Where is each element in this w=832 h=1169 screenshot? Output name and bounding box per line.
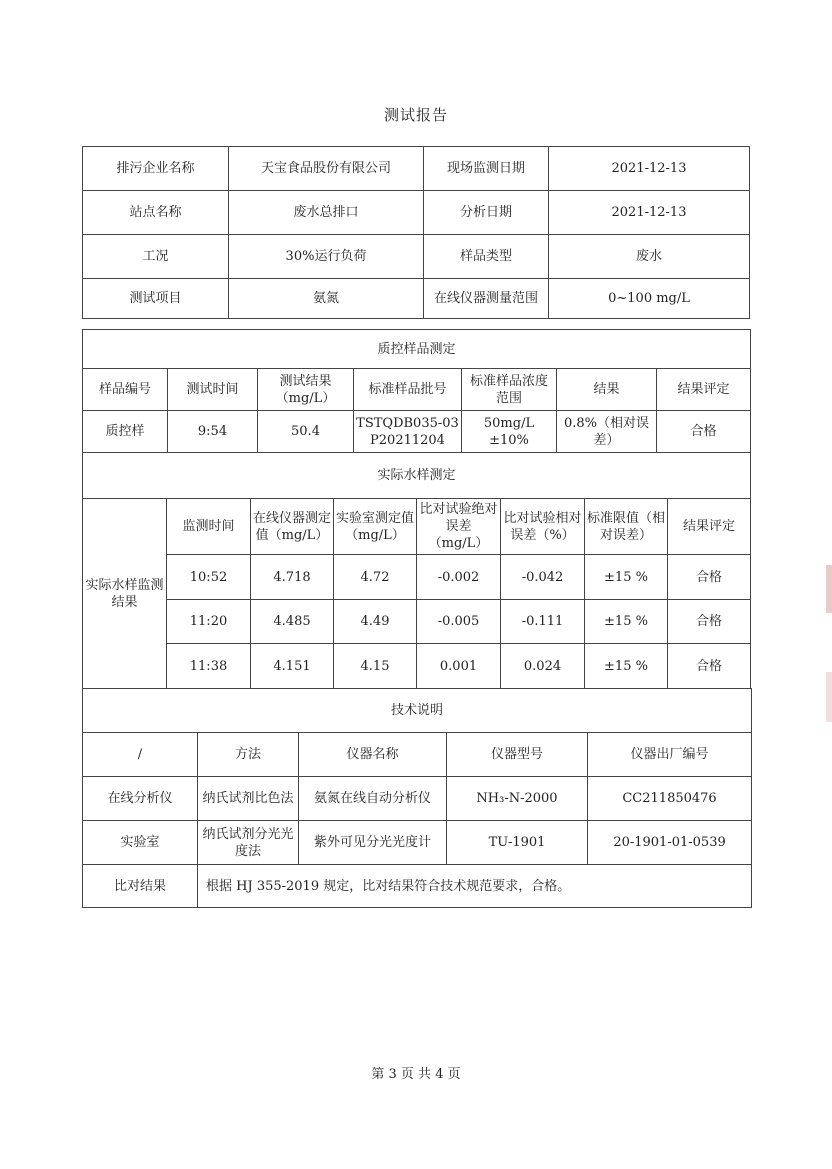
result-evaluation: 合格	[668, 644, 751, 689]
instrument-serial: 20-1901-01-0539	[588, 821, 752, 865]
info-value: 30%运行负荷	[229, 235, 424, 279]
seal-edge-mark	[826, 565, 832, 613]
info-label: 排污企业名称	[83, 147, 229, 191]
column-header: 标准限值（相对误差）	[585, 499, 668, 555]
lab-value: 4.15	[334, 644, 417, 689]
qc-data-row	[83, 411, 751, 453]
standard-limit: ±15 %	[585, 644, 668, 689]
info-label: 样品类型	[424, 235, 549, 279]
qc-evaluation: 合格	[657, 411, 751, 453]
info-label: 站点名称	[83, 191, 229, 235]
table-row	[83, 644, 751, 689]
column-header: 标准样品浓度范围	[462, 369, 557, 411]
lab-value: 4.72	[334, 555, 417, 600]
result-evaluation: 合格	[668, 555, 751, 600]
result-evaluation: 合格	[668, 600, 751, 644]
info-value: 2021-12-13	[549, 191, 750, 235]
qc-table	[82, 329, 751, 453]
instrument-category: 在线分析仪	[83, 777, 198, 821]
instrument-model: NH₃-N-2000	[447, 777, 588, 821]
column-header: 仪器出厂编号	[588, 733, 752, 777]
table-row	[83, 555, 751, 600]
info-row	[83, 279, 750, 319]
qc-sample-id: 质控样	[83, 411, 168, 453]
column-header: 监测时间	[167, 499, 251, 555]
conclusion-label: 比对结果	[83, 865, 198, 908]
instrument-category: 实验室	[83, 821, 198, 865]
tech-table	[82, 688, 752, 908]
online-value: 4.485	[251, 600, 334, 644]
qc-range: 50mg/L ±10%	[462, 411, 557, 453]
info-label: 工况	[83, 235, 229, 279]
info-label: 分析日期	[424, 191, 549, 235]
actual-section-title: 实际水样测定	[83, 453, 751, 499]
standard-limit: ±15 %	[585, 600, 668, 644]
monitor-time: 11:38	[167, 644, 251, 689]
info-value: 0~100 mg/L	[549, 279, 750, 319]
column-header: 在线仪器测定值（mg/L）	[251, 499, 334, 555]
column-header: 仪器名称	[299, 733, 447, 777]
info-value: 氨氮	[229, 279, 424, 319]
table-row	[83, 777, 752, 821]
absolute-error: -0.002	[417, 555, 501, 600]
actual-header-row	[83, 499, 751, 555]
info-row	[83, 191, 750, 235]
conclusion-text: 根据 HJ 355-2019 规定，比对结果符合技术规范要求，合格。	[198, 865, 752, 908]
monitor-time: 11:20	[167, 600, 251, 644]
method: 纳氏试剂比色法	[198, 777, 299, 821]
online-value: 4.151	[251, 644, 334, 689]
qc-outcome: 0.8%（相对误差）	[557, 411, 657, 453]
column-header: 结果评定	[657, 369, 751, 411]
conclusion-row	[83, 865, 752, 908]
method: 纳氏试剂分光光度法	[198, 821, 299, 865]
relative-error: -0.111	[501, 600, 585, 644]
monitor-time: 10:52	[167, 555, 251, 600]
info-value: 废水	[549, 235, 750, 279]
seal-edge-mark	[826, 672, 832, 722]
absolute-error: -0.005	[417, 600, 501, 644]
qc-time: 9:54	[168, 411, 258, 453]
actual-sample-table	[82, 452, 751, 689]
column-header: 方法	[198, 733, 299, 777]
info-label: 在线仪器测量范围	[424, 279, 549, 319]
relative-error: -0.042	[501, 555, 585, 600]
info-table	[82, 146, 750, 319]
instrument-serial: CC211850476	[588, 777, 752, 821]
instrument-name: 氨氮在线自动分析仪	[299, 777, 447, 821]
column-header: 测试结果（mg/L）	[258, 369, 354, 411]
column-header: 仪器型号	[447, 733, 588, 777]
absolute-error: 0.001	[417, 644, 501, 689]
qc-header-row	[83, 369, 751, 411]
qc-batch: TSTQDB035-03P20211204	[354, 411, 462, 453]
actual-row-label: 实际水样监测结果	[83, 499, 167, 689]
column-header: 结果	[557, 369, 657, 411]
page-footer: 第 3 页 共 4 页	[371, 1067, 461, 1082]
info-value: 天宝食品股份有限公司	[229, 147, 424, 191]
table-row	[83, 821, 752, 865]
column-header: 结果评定	[668, 499, 751, 555]
table-row	[83, 600, 751, 644]
info-row	[83, 235, 750, 279]
report-title: 测试报告	[383, 106, 448, 124]
column-header: 标准样品批号	[354, 369, 462, 411]
qc-result: 50.4	[258, 411, 354, 453]
info-row	[83, 147, 750, 191]
info-value: 废水总排口	[229, 191, 424, 235]
info-label: 测试项目	[83, 279, 229, 319]
column-header: 实验室测定值（mg/L）	[334, 499, 417, 555]
instrument-name: 紫外可见分光光度计	[299, 821, 447, 865]
instrument-model: TU-1901	[447, 821, 588, 865]
column-header: 样品编号	[83, 369, 168, 411]
tech-header-row	[83, 733, 752, 777]
tech-section-title: 技术说明	[83, 689, 752, 733]
standard-limit: ±15 %	[585, 555, 668, 600]
qc-section-title: 质控样品测定	[83, 330, 751, 369]
column-header: /	[83, 733, 198, 777]
info-label: 现场监测日期	[424, 147, 549, 191]
info-value: 2021-12-13	[549, 147, 750, 191]
column-header: 比对试验相对误差（%）	[501, 499, 585, 555]
online-value: 4.718	[251, 555, 334, 600]
lab-value: 4.49	[334, 600, 417, 644]
column-header: 测试时间	[168, 369, 258, 411]
column-header: 比对试验绝对误差（mg/L）	[417, 499, 501, 555]
relative-error: 0.024	[501, 644, 585, 689]
